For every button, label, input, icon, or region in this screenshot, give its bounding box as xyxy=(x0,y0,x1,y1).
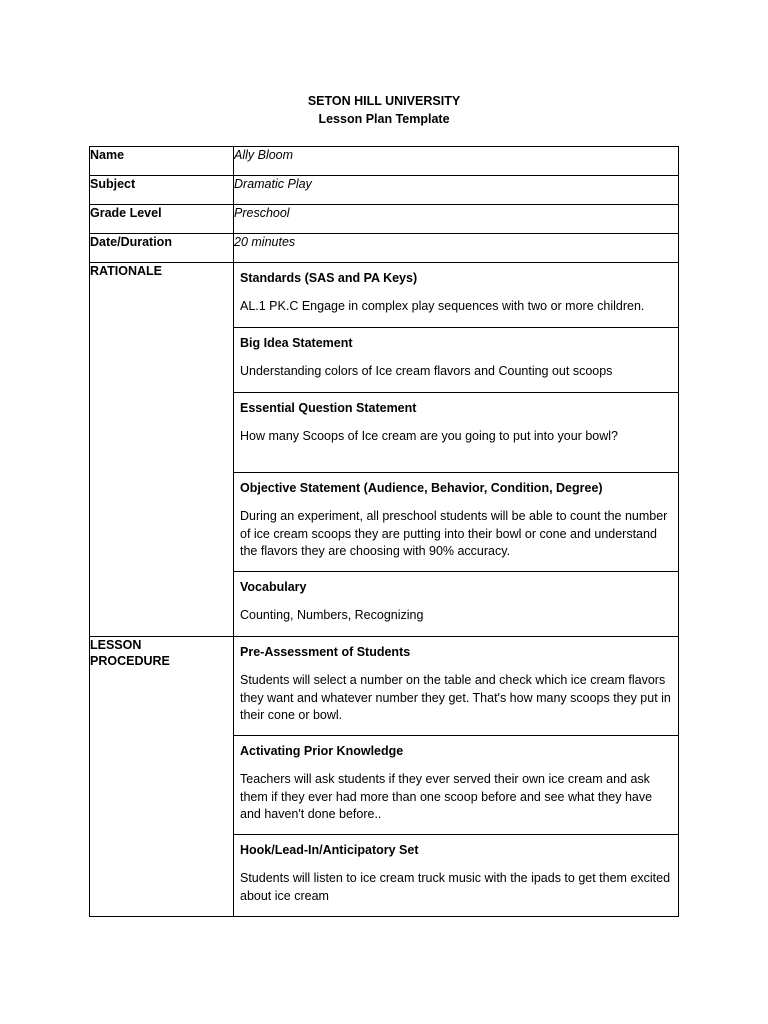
hook-cell xyxy=(234,835,679,917)
subject-label: Subject xyxy=(90,176,234,205)
pre-assessment-title: Pre-Assessment of Students xyxy=(240,645,411,659)
pre-assessment-body: Students will select a number on the table and check which ice cream flavors they want and whatever number they get. That's how many scoops they put in their cone or bowl. xyxy=(240,673,671,722)
lesson-procedure-label-line1: LESSON xyxy=(90,638,142,652)
standards-cell xyxy=(234,263,679,328)
vocabulary-cell xyxy=(234,572,679,637)
rationale-label: RATIONALE xyxy=(90,263,234,637)
hook-title: Hook/Lead-In/Anticipatory Set xyxy=(240,843,419,857)
name-row xyxy=(90,147,679,176)
name-value: Ally Bloom xyxy=(234,147,679,176)
prior-knowledge-cell xyxy=(234,736,679,835)
pre-assessment-row xyxy=(90,637,679,736)
grade-level-value: Preschool xyxy=(234,205,679,234)
vocabulary-body: Counting, Numbers, Recognizing xyxy=(240,608,424,622)
lesson-procedure-label xyxy=(90,637,234,917)
subject-row xyxy=(90,176,679,205)
big-idea-title: Big Idea Statement xyxy=(240,336,353,350)
essential-question-cell xyxy=(234,393,679,473)
document-header xyxy=(0,92,768,128)
prior-knowledge-title: Activating Prior Knowledge xyxy=(240,744,404,758)
standards-row xyxy=(90,263,679,328)
university-name: SETON HILL UNIVERSITY xyxy=(307,94,461,108)
date-duration-row xyxy=(90,234,679,263)
name-label: Name xyxy=(90,147,234,176)
subject-value: Dramatic Play xyxy=(234,176,679,205)
objective-title: Objective Statement (Audience, Behavior, Condition, Degree) xyxy=(240,481,603,495)
standards-body: AL.1 PK.C Engage in complex play sequences with two or more children. xyxy=(240,299,645,313)
big-idea-cell xyxy=(234,328,679,393)
hook-body: Students will listen to ice cream truck music with the ipads to get them excited about ice cream xyxy=(240,871,671,903)
essential-question-title: Essential Question Statement xyxy=(240,401,417,415)
date-duration-label: Date/Duration xyxy=(90,234,234,263)
template-title: Lesson Plan Template xyxy=(318,112,450,126)
pre-assessment-cell xyxy=(234,637,679,736)
big-idea-body: Understanding colors of Ice cream flavors and Counting out scoops xyxy=(240,364,613,378)
essential-question-body: How many Scoops of Ice cream are you going to put into your bowl? xyxy=(240,429,618,443)
lesson-plan-table xyxy=(89,146,679,917)
standards-title: Standards (SAS and PA Keys) xyxy=(240,271,418,285)
grade-level-label: Grade Level xyxy=(90,205,234,234)
date-duration-value: 20 minutes xyxy=(234,234,679,263)
vocabulary-title: Vocabulary xyxy=(240,580,307,594)
grade-level-row xyxy=(90,205,679,234)
lesson-procedure-label-line2: PROCEDURE xyxy=(90,654,170,668)
objective-body: During an experiment, all preschool students will be able to count the number of ice cream scoops they are putting into their bowl or cone and understand the flavors they are choosing with 90% accuracy. xyxy=(240,509,668,558)
objective-cell xyxy=(234,473,679,572)
prior-knowledge-body: Teachers will ask students if they ever served their own ice cream and ask them if they ever had more than one scoop before and see what they have and haven't done before.. xyxy=(240,772,653,821)
